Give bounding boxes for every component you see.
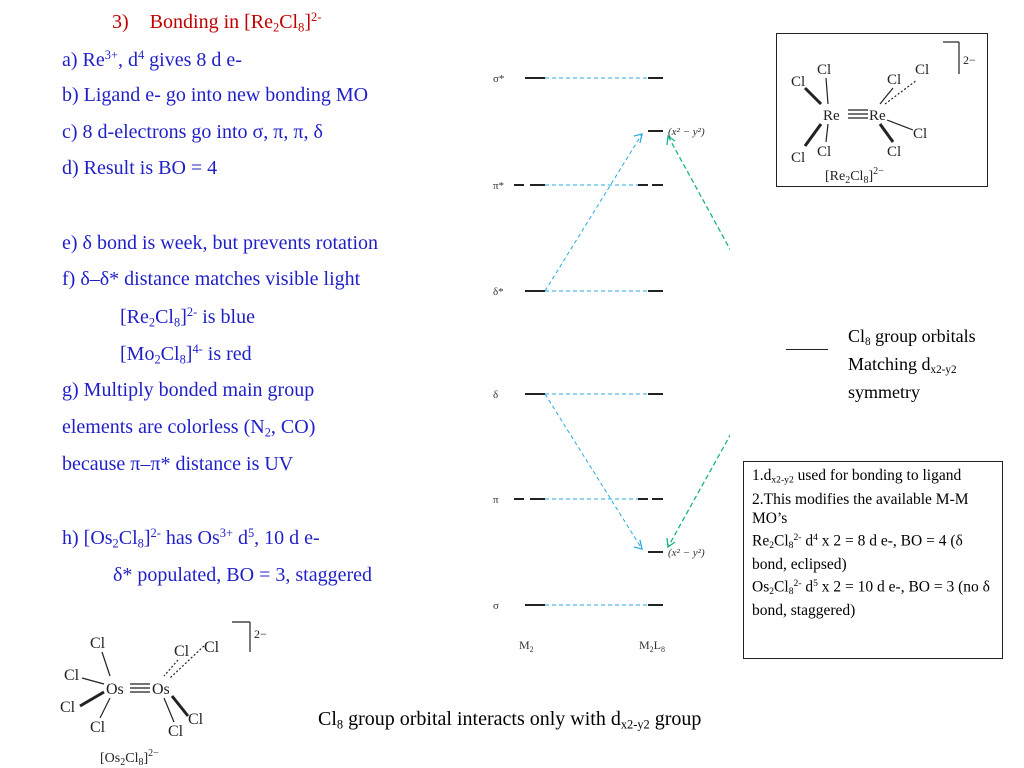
sub: 2 (769, 585, 775, 597)
point-g2 (62, 416, 315, 440)
arrow-delta-to-xy (545, 394, 642, 549)
sup: 4 (137, 48, 145, 62)
text: Cl (118, 526, 138, 549)
os2cl8-bonds (80, 622, 250, 722)
sub: 8 (174, 315, 181, 330)
sub: 2 (112, 536, 119, 551)
text: used for bonding to ligand (793, 467, 962, 484)
point-a (62, 48, 242, 72)
sup: 2− (873, 166, 884, 177)
label-xy-upper: (x² − y²) (668, 126, 705, 138)
label-delta-star: δ* (493, 286, 504, 298)
bond (826, 78, 828, 104)
ligand-arrows (668, 136, 730, 547)
sub: x2-y2 (620, 717, 650, 732)
sub: 8 (137, 536, 144, 551)
sub: 8 (863, 175, 869, 186)
heading-sub: 8 (298, 20, 305, 35)
text: , d (117, 48, 138, 71)
text: gives 8 d e- (144, 48, 242, 71)
re2cl8-bonds (805, 42, 959, 146)
text: , 10 d e- (254, 526, 320, 549)
cl-atom: Cl (60, 699, 76, 716)
point-f-re (120, 305, 255, 330)
text: has Os (160, 526, 220, 549)
heading-number: 3) (112, 10, 129, 33)
sup: 2- (186, 305, 198, 319)
heading-sub: 2 (273, 20, 280, 35)
bond (100, 698, 110, 718)
text: Os (752, 577, 770, 595)
point-d: d) Result is BO = 4 (62, 157, 218, 179)
note-2: 2.This modifies the available M-M MO’s (752, 490, 969, 527)
arrowheads (634, 134, 675, 549)
text: Cl (774, 531, 789, 549)
bond (172, 696, 188, 716)
point-g3: because π–π* distance is UV (62, 453, 294, 475)
cl-atom: Cl (90, 635, 106, 652)
bond (82, 678, 104, 684)
os-atom-right: Os (152, 681, 170, 698)
text: x 2 = 8 d e-, BO = 4 (δ bond, eclipsed) (752, 531, 963, 573)
cl8-group-label (848, 325, 976, 403)
sup: 4 (813, 531, 818, 543)
note-4 (752, 574, 994, 620)
text: group orbitals (870, 326, 976, 346)
text: group (649, 708, 702, 730)
text: is blue (197, 305, 255, 328)
cl-atom: Cl (915, 62, 930, 78)
level-labels (493, 73, 705, 612)
text: 1.d (752, 467, 772, 484)
text: a) Re (62, 48, 105, 71)
bond (880, 124, 893, 142)
bond (887, 120, 913, 130)
heading-text: Cl (279, 10, 299, 33)
cl-atom: Cl (64, 667, 80, 684)
sup: 2− (148, 748, 159, 759)
point-c: c) 8 d-electrons go into σ, π, π, δ (62, 121, 323, 143)
text: [Re (825, 169, 846, 184)
text: ] (180, 305, 187, 328)
text: Matching d (848, 354, 931, 375)
text: M (519, 638, 530, 652)
heading-text: ] (304, 10, 311, 33)
text: d (232, 526, 248, 549)
sub: 2 (120, 757, 126, 768)
cl-atom: Cl (817, 62, 832, 78)
cl-atom: Cl (887, 72, 902, 88)
sub: x2-y2 (930, 364, 957, 377)
text: [Os (100, 751, 121, 766)
notes-box (743, 461, 1003, 659)
bottom-caption (318, 708, 701, 732)
cl-atom: Cl (90, 719, 106, 736)
text: ] (185, 342, 193, 365)
sub: 8 (661, 645, 666, 654)
bond (805, 88, 821, 104)
text: d (801, 577, 814, 595)
cl8-orbital-level (786, 349, 828, 350)
sub: 2 (529, 645, 534, 654)
sub: 2 (769, 539, 775, 551)
charge-label: 2− (254, 627, 267, 641)
label-pi-star: π* (493, 180, 505, 192)
sup: 2- (150, 526, 161, 540)
text: ] (868, 169, 874, 184)
left-levels (514, 78, 545, 605)
bond (805, 124, 821, 146)
label-m2 (519, 638, 534, 654)
bond (164, 698, 174, 722)
point-h2: δ* populated, BO = 3, staggered (113, 564, 372, 586)
bond (164, 660, 178, 676)
cl8-line-2 (848, 353, 976, 381)
sub: x2-y2 (771, 474, 794, 486)
sub: 8 (179, 352, 186, 367)
re2cl8-caption (825, 166, 884, 186)
sub: 8 (788, 539, 794, 551)
label-sigma: σ (493, 600, 499, 612)
arrowhead (667, 538, 675, 547)
cl-atom: Cl (913, 126, 928, 142)
arrow-ligand-upper (668, 136, 730, 337)
re-atom-right: Re (869, 108, 886, 124)
bond (826, 124, 828, 142)
text: [Mo (120, 342, 155, 365)
text: elements are colorless (N (62, 416, 265, 438)
text: ] (143, 751, 149, 766)
sub: 2 (154, 352, 161, 367)
text: Cl (155, 305, 174, 328)
bond (880, 88, 893, 104)
column-labels (519, 638, 665, 654)
arrow-ligand-lower (668, 349, 730, 547)
sub: 8 (865, 336, 871, 349)
slide-heading (112, 10, 321, 35)
cl-atom: Cl (791, 150, 806, 166)
text: Cl (160, 342, 180, 365)
os-atom-left: Os (106, 681, 124, 698)
text: ] (143, 526, 151, 549)
text: Cl (850, 169, 864, 184)
text: [Re (120, 305, 149, 328)
cl-atom: Cl (817, 144, 832, 160)
point-g1: g) Multiply bonded main group (62, 379, 315, 401)
os2cl8-structure (58, 618, 288, 768)
point-e: e) δ bond is week, but prevents rotation (62, 232, 379, 254)
sub: 8 (138, 757, 144, 768)
sup: 3+ (219, 526, 233, 540)
mo-energy-diagram (470, 50, 730, 670)
label-xy-lower: (x² − y²) (668, 547, 705, 559)
sub: 8 (788, 585, 794, 597)
note-1 (752, 466, 994, 490)
point-h (62, 526, 320, 551)
label-delta: δ (493, 389, 499, 401)
sub: 2 (649, 645, 654, 654)
text: Cl (848, 326, 866, 346)
sup: 5 (813, 577, 818, 589)
text: Re (752, 531, 770, 549)
text: is red (202, 342, 252, 365)
sup: 4- (192, 342, 203, 356)
bond (102, 652, 110, 676)
arrowhead (634, 540, 642, 549)
text: Cl (125, 751, 139, 766)
text: h) [Os (62, 526, 113, 549)
note-3 (752, 528, 994, 574)
arrow-delta-star-to-xy (545, 134, 642, 291)
point-b: b) Ligand e- go into new bonding MO (62, 84, 369, 106)
sub: 2 (845, 175, 851, 186)
label-pi: π (493, 494, 499, 506)
cl-atom: Cl (174, 643, 190, 660)
cl-atom: Cl (204, 639, 220, 656)
re-atom-left: Re (823, 108, 840, 124)
sub: 8 (336, 717, 344, 732)
text: Cl (774, 577, 789, 595)
cl8-line-1 (848, 325, 976, 353)
charge-label: 2− (963, 53, 976, 67)
text: M (639, 638, 650, 652)
os2cl8-caption (100, 748, 159, 768)
bond (80, 692, 104, 706)
cl-atom: Cl (887, 144, 902, 160)
heading-text: Bonding in [Re (149, 10, 274, 33)
cl-atom: Cl (188, 711, 204, 728)
cl-atom: Cl (791, 74, 806, 90)
label-m2l8 (639, 638, 665, 654)
text: group orbital interacts only with d (343, 708, 621, 730)
text: d (801, 531, 814, 549)
point-f-mo (120, 342, 252, 367)
sup: 3+ (104, 48, 118, 62)
correlation-lines (545, 78, 648, 605)
sub: 2 (264, 425, 271, 440)
cl-atom: Cl (168, 723, 184, 740)
sub: 2 (148, 315, 156, 330)
re2cl8-structure (776, 33, 988, 187)
right-levels (638, 78, 663, 605)
text: , CO) (270, 416, 316, 438)
sup: 2- (793, 531, 802, 543)
heading-sup: 2- (311, 10, 322, 24)
sup: 5 (247, 526, 255, 540)
cl8-line-3: symmetry (848, 382, 920, 403)
re2cl8-drawing (777, 34, 987, 186)
label-sigma-star: σ* (493, 73, 505, 85)
sup: 2- (793, 577, 802, 589)
point-f: f) δ–δ* distance matches visible light (62, 268, 361, 290)
text: Cl (318, 708, 337, 730)
text: x 2 = 10 d e-, BO = 3 (no δ bond, staggered) (752, 577, 990, 619)
text: L (653, 638, 662, 652)
